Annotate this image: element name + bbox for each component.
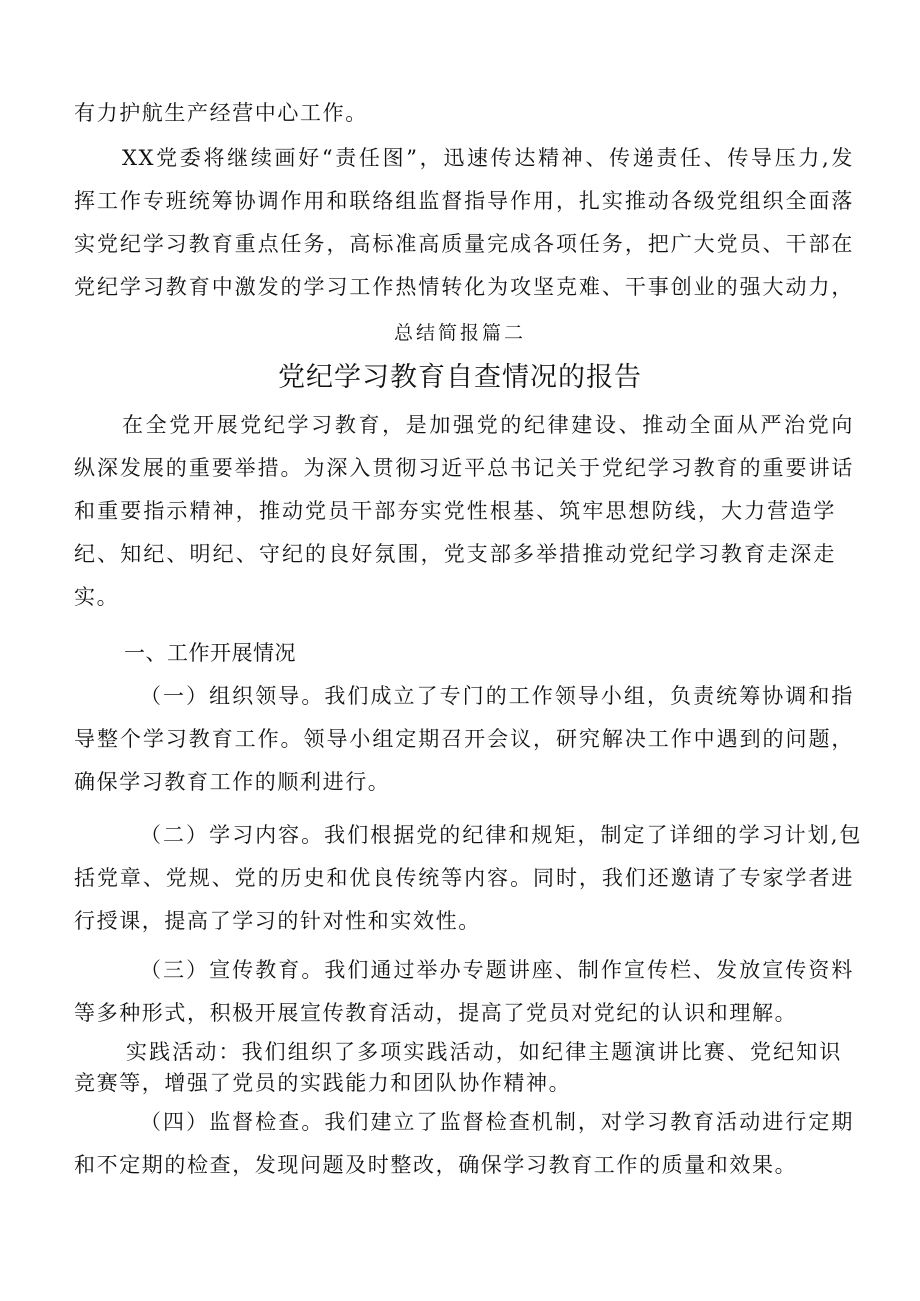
item4-line: （四）监督检查。我们建立了监督检查机制，对学习教育活动进行定期 [140,1110,854,1134]
section-subtitle: 总结简报篇二 [393,322,526,344]
intro-line: 在全党开展党纪学习教育，是加强党的纪律建设、推动全面从严治党向 [122,413,854,437]
item1-line: （一）组织领导。我们成立了专门的工作领导小组，负责统筹协调和指 [140,684,854,708]
intro-line: 纵深发展的重要举措。为深入贯彻习近平总书记关于党纪学习教育的重要讲话 [74,456,854,480]
intro-line: 和重要指示精神，推动党员干部夯实党性根基、筑牢思想防线，大力营造学 [74,499,836,523]
item3-line: （三）宣传教育。我们通过举办专题讲座、制作宣传栏、发放宣传资料 [140,958,854,982]
item2-line: 行授课，提高了学习的针对性和实效性。 [74,909,481,933]
practice-line: 实践活动：我们组织了多项实践活动，如纪律主题演讲比赛、党纪知识 [126,1040,842,1064]
item4-line: 和不定期的检查，发现问题及时整改，确保学习教育工作的质量和效果。 [74,1153,798,1177]
section-heading: 一、工作开展情况 [124,641,296,665]
prev-paragraph-line: 挥工作专班统筹协调作用和联络组监督指导作用，扎实推动各级党组织全面落 [74,189,854,213]
item3-line: 等多种形式，积极开展宣传教育活动，提高了党员对党纪的认识和理解。 [74,1001,798,1025]
item2-line: 括党章、党规、党的历史和优良传统等内容。同时，我们还邀请了专家学者进 [74,866,854,890]
report-title: 党纪学习教育自查情况的报告 [278,362,642,393]
prev-paragraph-line: 实党纪学习教育重点任务，高标准高质量完成各项任务，把广大党员、干部在 [74,232,854,256]
prev-paragraph-line: 党纪学习教育中激发的学习工作热情转化为攻坚克难、干事创业的强大动力， [74,275,854,299]
prev-paragraph-line: XX党委将继续画好“责任图”，迅速传达精神、传递责任、传导压力,发 [122,146,854,170]
item1-line: 确保学习教育工作的顺利进行。 [74,770,391,794]
prev-paragraph-end: 有力护航生产经营中心工作。 [74,101,368,125]
item2-line: （二）学习内容。我们根据党的纪律和规矩，制定了详细的学习计划,包 [140,823,862,847]
intro-line: 纪、知纪、明纪、守纪的良好氛围，党支部多举措推动党纪学习教育走深走 [74,542,836,566]
practice-line: 竞赛等，增强了党员的实践能力和团队协作精神。 [74,1071,572,1095]
intro-line: 实。 [74,585,120,609]
item1-line: 导整个学习教育工作。领导小组定期召开会议，研究解决工作中遇到的问题， [74,727,854,751]
